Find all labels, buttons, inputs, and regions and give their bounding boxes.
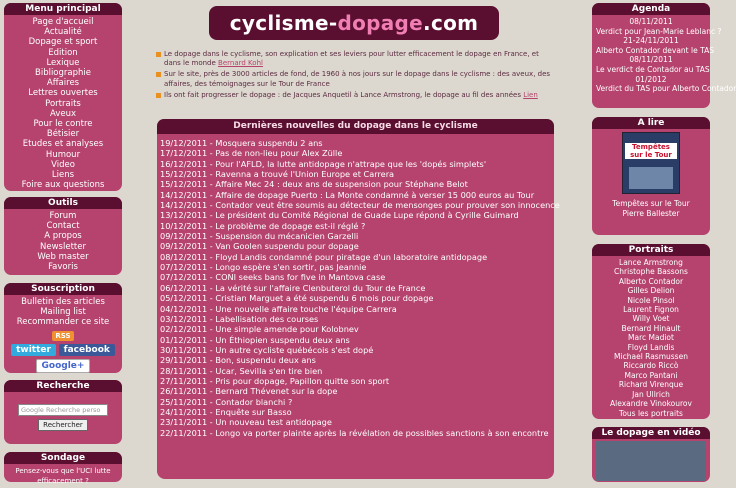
news-row[interactable] [160,169,552,179]
news-date: 28/11/2011 [160,365,208,376]
outils-list [4,209,122,274]
news-date: 06/12/2011 [160,282,208,293]
news-separator: - [207,375,216,386]
intro-text: Ils ont fait progresser le dopage : de Jacques Anquetil à Lance Armstrong, le dopage au fil des années [164,90,521,99]
news-date: 09/12/2011 [160,241,208,252]
google-plus-button[interactable]: Google+ [36,359,91,373]
news-date: 19/12/2011 [160,138,208,148]
news-row[interactable] [160,335,552,345]
news-row[interactable] [160,200,560,211]
menu-link[interactable]: Video [51,159,75,170]
news-title-link[interactable]: Longo va porter plainte après la révélation de possibles sanctions à son encontre [215,427,549,438]
portrait-link[interactable]: Tous les portraits [619,408,683,418]
outils-link[interactable]: Favoris [48,262,78,273]
news-row[interactable] [160,304,552,314]
menu-link[interactable]: Bibliographie [35,68,91,79]
a-lire-title: A lire [592,117,710,129]
outils-link[interactable]: A propos [44,231,82,242]
news-separator: - [207,427,216,438]
news-date: 08/12/2011 [160,251,208,262]
intro-text: Sur le site, près de 3000 articles de fond, de 1960 à nos jours sur le dopage dans le cyclisme : des aveux, des affaires, des témoignages sur le Tour de France [164,70,551,88]
news-date: 02/12/2011 [160,324,208,335]
news-separator: - [207,334,216,345]
search-input[interactable]: Google Recherche perso [18,404,108,416]
agenda-item[interactable]: 01/2012 [635,74,667,84]
news-title-link[interactable]: CONI seeks bans for five in Mantova case [215,272,386,283]
portraits-box [592,244,710,419]
news-row[interactable] [160,138,552,148]
search-button[interactable]: Rechercher [38,419,88,431]
souscription-link[interactable]: Recommander ce site [16,317,110,328]
portraits-list [592,256,710,420]
news-title-link[interactable]: Une simple amende pour Kolobnev [215,324,359,335]
news-separator: - [207,241,216,252]
a-lire-box [592,117,710,235]
logo-accent: dopage [337,11,424,35]
news-date: 25/11/2011 [160,396,208,407]
menu-link[interactable]: Edition [48,47,78,58]
video-thumbnail[interactable] [596,441,706,481]
news-date: 05/12/2011 [160,293,208,304]
menu-link[interactable]: Bétisier [46,129,80,140]
news-title-link[interactable]: Pas de non-lieu pour Alex Zülle [215,148,343,159]
news-row[interactable] [160,397,552,407]
agenda-item[interactable]: 08/11/2011 [629,17,673,26]
news-row[interactable] [160,231,552,241]
news-separator: - [207,138,216,148]
news-title-link[interactable]: Le président du Comité Régional de Guade Lupe répond à Cyrille Guimard [215,210,519,221]
video-title: Le dopage en vidéo [592,427,710,439]
news-title-link[interactable]: Labellisation des courses [215,313,319,324]
news-separator: - [207,396,216,407]
book-caption-title[interactable]: Tempêtes sur le Tour [612,199,690,208]
intro-item [156,50,554,68]
news-separator: - [207,220,216,231]
news-separator: - [207,158,216,169]
book-photo [629,167,673,189]
news-title-link[interactable]: Pour l'AFLD, la lutte antidopage n'attrape que les 'dopés simplets' [215,158,487,169]
news-row[interactable] [160,148,552,158]
news-separator: - [207,293,216,304]
outils-link[interactable]: Contact [46,221,80,232]
portrait-link[interactable]: Jan Ullrich [632,389,670,399]
news-title-link[interactable]: Pris pour dopage, Papillon quitte son sport [215,375,390,386]
news-title-link[interactable]: Bon, suspendu deux ans [215,355,316,366]
rss-button[interactable]: RSS [52,331,73,341]
news-title-link[interactable]: Cristian Marguet a été suspendu 6 mois pour dopage [215,293,434,304]
news-separator: - [207,179,216,190]
news-row[interactable] [160,428,552,438]
news-row[interactable] [160,190,552,200]
bullet-icon [156,72,161,77]
news-separator: - [207,386,216,397]
news-title-link[interactable]: Van Goolen suspendu pour dopage [215,241,359,252]
logo-main: cyclisme- [229,11,338,35]
news-separator: - [207,344,216,355]
news-row[interactable] [160,376,552,386]
news-title-link[interactable]: Suspension du mécanicien Garzelli [215,231,359,242]
news-row[interactable] [160,366,552,376]
news-date: 24/11/2011 [160,406,208,417]
menu-link[interactable]: Lettres ouvertes [28,88,98,99]
news-separator: - [207,313,216,324]
news-title-link[interactable]: Longo espère s'en sortir, pas Jeannie [215,262,367,273]
menu-link[interactable]: Lexique [46,57,80,68]
news-date: 03/12/2011 [160,313,208,324]
book-cover-image[interactable] [622,132,680,194]
news-date: 09/12/2011 [160,231,208,242]
news-title-link[interactable]: Floyd Landis condamné pour piratage d'un laboratoire antidopage [215,251,488,262]
news-title-link[interactable]: Un nouveau test antidopage [215,417,332,428]
news-title-link[interactable]: Le problème de dopage est-il réglé ? [215,220,366,231]
agenda-item[interactable]: Verdict pour Jean-Marie Leblanc ? [596,26,722,36]
portrait-link[interactable]: Laurent Fignon [623,305,679,315]
outils-title: Outils [4,197,122,209]
news-row[interactable] [160,252,552,262]
menu-link[interactable]: Humour [45,149,81,160]
news-title-link[interactable]: La vérité sur l'affaire Clenbuterol du Tour de France [215,282,426,293]
menu-link[interactable]: Pour le contre [33,119,93,130]
news-date: 07/12/2011 [160,272,208,283]
agenda-list [592,15,736,96]
menu-link[interactable]: Etudes et analyses [22,139,104,150]
recherche-box [4,380,122,444]
menu-link[interactable]: Liens [51,170,75,181]
news-separator: - [207,417,216,428]
portrait-link[interactable]: Richard Virenque [618,380,684,390]
portrait-link[interactable]: Bernard Hinault [621,323,681,333]
intro-link[interactable]: Bernard Kohl [218,59,263,68]
agenda-item[interactable]: 08/11/2011 [629,55,673,65]
news-date: 14/12/2011 [160,189,208,200]
book-cover-title: Tempêtes sur le Tour [625,143,677,159]
news-separator: - [207,169,216,180]
news-row[interactable] [160,355,552,365]
news-row[interactable] [160,407,552,417]
outils-box [4,197,122,275]
news-date: 29/11/2011 [160,355,208,366]
news-date: 22/11/2011 [160,427,208,438]
outils-link[interactable]: Web master [37,251,89,262]
portrait-link[interactable]: Michael Rasmussen [614,352,688,362]
news-date: 14/12/2011 [160,200,208,211]
souscription-list [4,295,122,330]
news-row[interactable] [160,272,552,282]
news-title-link[interactable]: Affaire de dopage Puerto : La Monte condamné à verser 15 000 euros au Tour [215,189,535,200]
news-separator: - [207,282,216,293]
news-date: 15/12/2011 [160,169,208,180]
intro-link[interactable]: Lien [523,90,538,99]
news-date: 26/11/2011 [160,386,208,397]
sondage-text: Pensez-vous que l'UCI lutte efficacement ? [15,467,111,486]
news-separator: - [207,200,216,211]
logo-tld: .com [423,11,479,35]
portrait-link[interactable]: Floyd Landis [627,342,675,352]
news-date: 01/12/2011 [160,334,208,345]
news-title-link[interactable]: Un Éthiopien suspendu deux ans [215,334,350,345]
menu-link[interactable]: Actualité [44,27,82,38]
intro-bullets [156,50,554,102]
menu-link[interactable]: Affaires [46,78,80,89]
portrait-link[interactable]: Willy Voet [632,314,670,324]
agenda-title: Agenda [592,3,710,15]
news-separator: - [207,189,216,200]
news-title-link[interactable]: Contador blanchi ? [215,396,293,407]
souscription-link[interactable]: Bulletin des articles [21,297,105,307]
news-separator: - [207,210,216,221]
menu-link[interactable]: Dopage et sport [28,37,98,48]
news-row[interactable] [160,386,552,396]
news-row[interactable] [160,159,552,169]
menu-link[interactable]: Foire aux questions [21,180,105,191]
portrait-link[interactable]: Christophe Bassons [614,267,688,277]
portrait-link[interactable]: Gilles Delion [627,286,675,296]
news-row[interactable] [160,293,552,303]
portrait-link[interactable]: Alberto Contador [618,276,684,286]
news-row[interactable] [160,417,552,427]
souscription-title: Souscription [4,283,122,295]
news-title: Dernières nouvelles du dopage dans le cyclisme [157,119,554,134]
intro-text: Le dopage dans le cyclisme, son explication et ses leviers pour lutter efficacement le dopage en France, et dans le monde [164,50,539,68]
menu-principal-title: Menu principal [4,3,122,15]
twitter-button[interactable]: twitter [11,344,56,356]
video-box [592,427,710,482]
news-separator: - [207,406,216,417]
news-box [157,119,560,479]
news-separator: - [207,148,216,159]
news-date: 15/12/2011 [160,179,208,190]
news-date: 16/12/2011 [160,158,208,169]
news-row[interactable] [160,283,552,293]
portraits-title: Portraits [592,244,710,256]
intro-item [156,70,554,88]
menu-link[interactable]: Portraits [45,98,81,109]
site-logo[interactable] [209,6,499,40]
news-date: 10/12/2011 [160,220,208,231]
bullet-icon [156,93,161,98]
news-title-link[interactable]: Affaire Mec 24 : deux ans de suspension pour Stéphane Belot [215,179,468,190]
news-title-link[interactable]: Enquête sur Basso [215,406,292,417]
news-title-link[interactable]: Bernard Thévenet sur la dope [215,386,338,397]
news-date: 30/11/2011 [160,344,208,355]
bullet-icon [156,52,161,57]
news-row[interactable] [160,262,552,272]
news-date: 07/12/2011 [160,262,208,273]
portrait-link[interactable]: Riccardo Riccò [623,361,679,371]
news-title-link[interactable]: Contador veut être soumis au détecteur de mensonges pour prouver son innocence [215,200,560,211]
news-row[interactable] [160,241,552,251]
agenda-item[interactable]: Le verdict de Contador au TAS [596,64,710,74]
news-list [157,134,560,438]
book-caption-author: Pierre Ballester [622,209,680,219]
news-row[interactable] [160,324,552,334]
news-date: 17/12/2011 [160,148,208,159]
news-separator: - [207,365,216,376]
menu-principal-box [4,3,122,191]
menu-link[interactable]: Page d'accueil [32,17,94,27]
news-title-link[interactable]: Une nouvelle affaire touche l'équipe Carrera [215,303,397,314]
portrait-link[interactable]: Marc Madiot [628,333,674,343]
portrait-link[interactable]: Alexandre Vinokourov [610,399,692,409]
news-date: 23/11/2011 [160,417,208,428]
news-title-link[interactable]: Ucar, Sevilla s'en tire bien [215,365,323,376]
intro-item [156,91,554,100]
menu-principal-list [4,15,122,192]
news-row[interactable] [160,179,552,189]
portrait-link[interactable]: Nicole Pinsol [627,295,675,305]
recherche-title: Recherche [4,380,122,392]
news-row[interactable] [160,210,552,220]
news-title-link[interactable]: Mosquera suspendu 2 ans [215,138,323,148]
news-date: 13/12/2011 [160,210,208,221]
news-date: 04/12/2011 [160,303,208,314]
sondage-title: Sondage [4,452,122,464]
souscription-box [4,283,122,373]
agenda-item[interactable]: 21-24/11/2011 [623,36,679,46]
portrait-link[interactable]: Marco Pantani [624,370,678,380]
news-separator: - [207,272,216,283]
sondage-box [4,452,122,486]
news-row[interactable] [160,221,552,231]
souscription-link[interactable]: Mailing list [40,307,86,318]
news-row[interactable] [160,345,552,355]
facebook-button[interactable]: facebook [59,344,115,356]
news-separator: - [207,251,216,262]
news-title-link[interactable]: Un autre cycliste québécois s'est dopé [215,344,374,355]
news-separator: - [207,303,216,314]
news-date: 27/11/2011 [160,375,208,386]
outils-link[interactable]: Forum [49,211,77,221]
news-separator: - [207,262,216,273]
news-title-link[interactable]: Ravenna a trouvé l'Union Europe et Carrera [215,169,395,180]
agenda-box [592,3,736,108]
agenda-item[interactable]: Verdict du TAS pour Alberto Contador [596,84,736,94]
news-separator: - [207,231,216,242]
portrait-link[interactable]: Lance Armstrong [619,258,683,267]
news-row[interactable] [160,314,552,324]
agenda-item[interactable]: Alberto Contador devant le TAS [596,45,714,55]
menu-link[interactable]: Aveux [50,108,76,119]
news-separator: - [207,324,216,335]
outils-link[interactable]: Newsletter [40,241,86,252]
news-separator: - [207,355,216,366]
